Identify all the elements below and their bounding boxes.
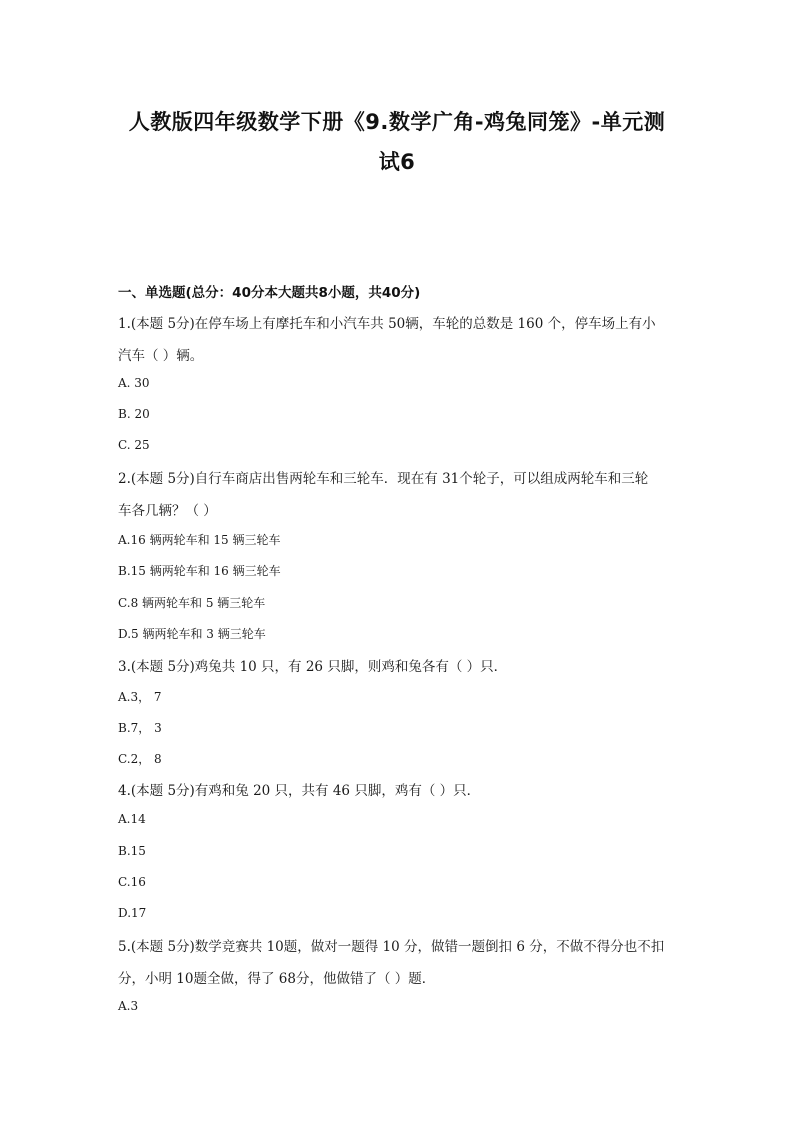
question-5-option-a: A.3 (118, 999, 139, 1013)
question-5-text-line-2: 分，小明 10题全做，得了 68分，他做错了（ ）题． (118, 971, 436, 987)
question-4-option-a: A.14 (118, 812, 146, 826)
question-3-option-a: A.3， 7 (118, 690, 162, 704)
question-3-option-b: B.7， 3 (118, 721, 162, 735)
question-2-text-line-1: 2.(本题 5分)自行车商店出售两轮车和三轮车．现在有 31个轮子，可以组成两轮车和三轮 (118, 471, 649, 487)
question-2-option-b: B.15 辆两轮车和 16 辆三轮车 (118, 564, 281, 578)
question-1-option-c: C. 25 (118, 438, 150, 452)
section-heading: 一、单选题(总分：40分本大题共8小题，共40分) (118, 285, 421, 301)
document-title-line-2: 试6 (378, 150, 416, 174)
question-2-text-line-2: 车各几辆？（ ） (118, 503, 217, 519)
question-4-option-c: C.16 (118, 875, 146, 889)
question-4-option-d: D.17 (118, 906, 147, 920)
question-4-option-b: B.15 (118, 844, 146, 858)
document-title-line-1: 人教版四年级数学下册《9.数学广角-鸡兔同笼》-单元测 (128, 110, 666, 134)
question-2-option-c: C.8 辆两轮车和 5 辆三轮车 (118, 596, 266, 610)
question-5-text-line-1: 5.(本题 5分)数学竞赛共 10题，做对一题得 10 分，做错一题倒扣 6 分，不做不得分也不扣 (118, 939, 665, 955)
question-1-option-a: A. 30 (118, 376, 150, 390)
question-4-text-line-1: 4.(本题 5分)有鸡和兔 20 只，共有 46 只脚，鸡有（ ）只． (118, 783, 481, 799)
question-1-option-b: B. 20 (118, 407, 150, 421)
question-3-option-c: C.2， 8 (118, 752, 162, 766)
question-1-text-line-2: 汽车（ ）辆。 (118, 348, 204, 364)
question-2-option-a: A.16 辆两轮车和 15 辆三轮车 (118, 533, 281, 547)
question-1-text-line-1: 1.(本题 5分)在停车场上有摩托车和小汽车共 50辆，车轮的总数是 160 个，停车场上有小 (118, 316, 656, 332)
question-3-text-line-1: 3.(本题 5分)鸡兔共 10 只，有 26 只脚，则鸡和兔各有（ ）只． (118, 659, 508, 675)
question-2-option-d: D.5 辆两轮车和 3 辆三轮车 (118, 627, 266, 641)
